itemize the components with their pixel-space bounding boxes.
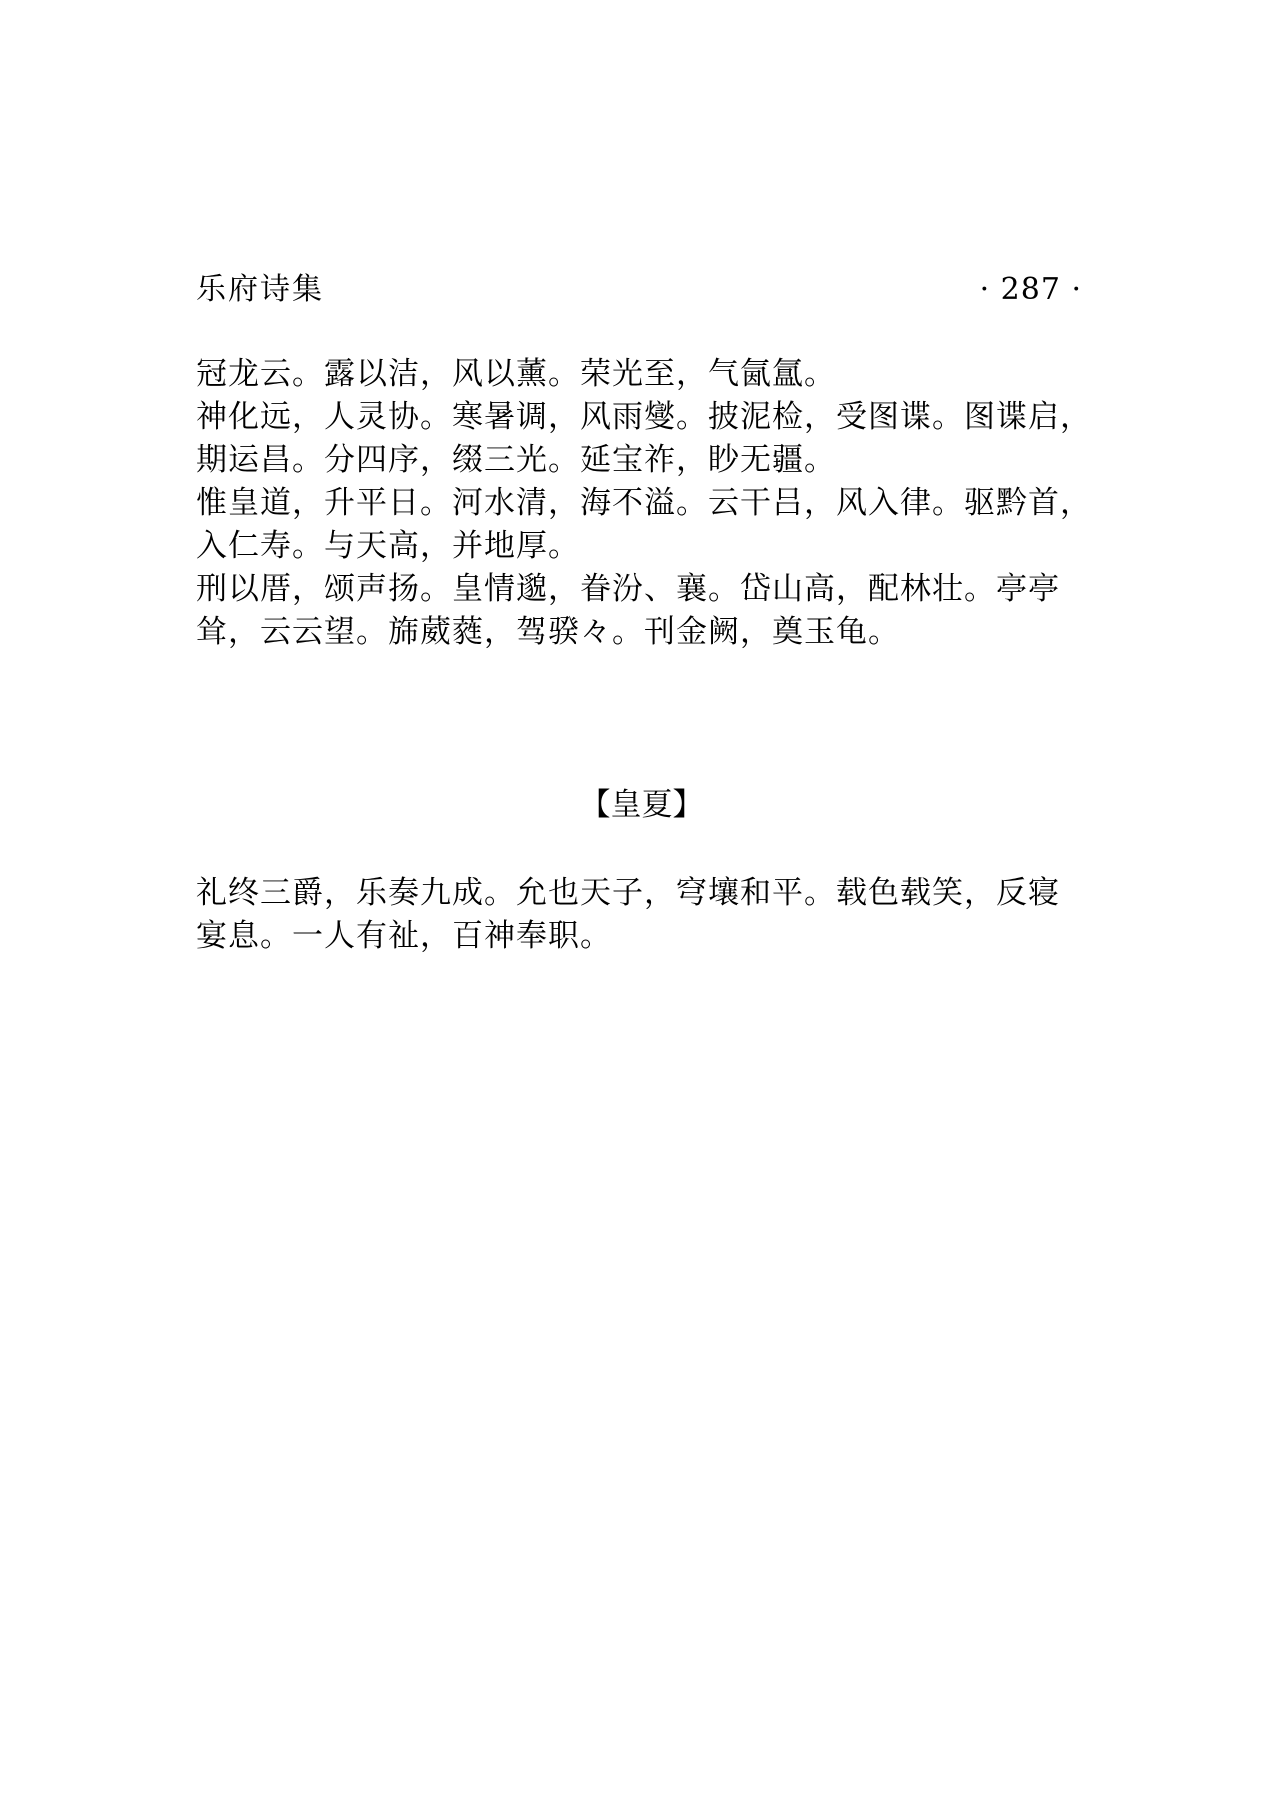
stanza-2: [196, 396, 1116, 482]
stanza-1: [196, 353, 1116, 396]
text-line: 耸，云云望。旆葳蕤，驾骙々。刊金阙，奠玉龟。: [196, 614, 900, 650]
text-line: 惟皇道，升平日。河水清，海不溢。云干吕，风入律。驱黔首，: [196, 485, 1092, 521]
text-line: 期运昌。分四序，缀三光。延宝祚，眇无疆。: [196, 442, 836, 478]
stanza-4: [196, 568, 1116, 654]
text-line: 宴息。一人有祉，百神奉职。: [196, 918, 612, 954]
text-line: 刑以厝，颂声扬。皇情邈，眷汾、襄。岱山高，配林壮。亭亭: [196, 571, 1060, 607]
stanza-3: [196, 482, 1116, 568]
text-line: 入仁寿。与天高，并地厚。: [196, 528, 580, 564]
book-title: 乐府诗集: [196, 272, 324, 307]
text-line: 神化远，人灵协。寒暑调，风雨燮。披泥检，受图谍。图谍启，: [196, 399, 1092, 435]
section-body: [196, 872, 1096, 958]
page-number: · 287 ·: [979, 272, 1082, 307]
text-line: 冠龙云。露以洁，风以薰。荣光至，气氤氲。: [196, 356, 836, 392]
page-header: [196, 270, 1082, 310]
section-heading: 【皇夏】: [579, 787, 704, 823]
text-line: 礼终三爵，乐奏九成。允也天子，穹壤和平。载色载笑，反寝: [196, 875, 1060, 911]
